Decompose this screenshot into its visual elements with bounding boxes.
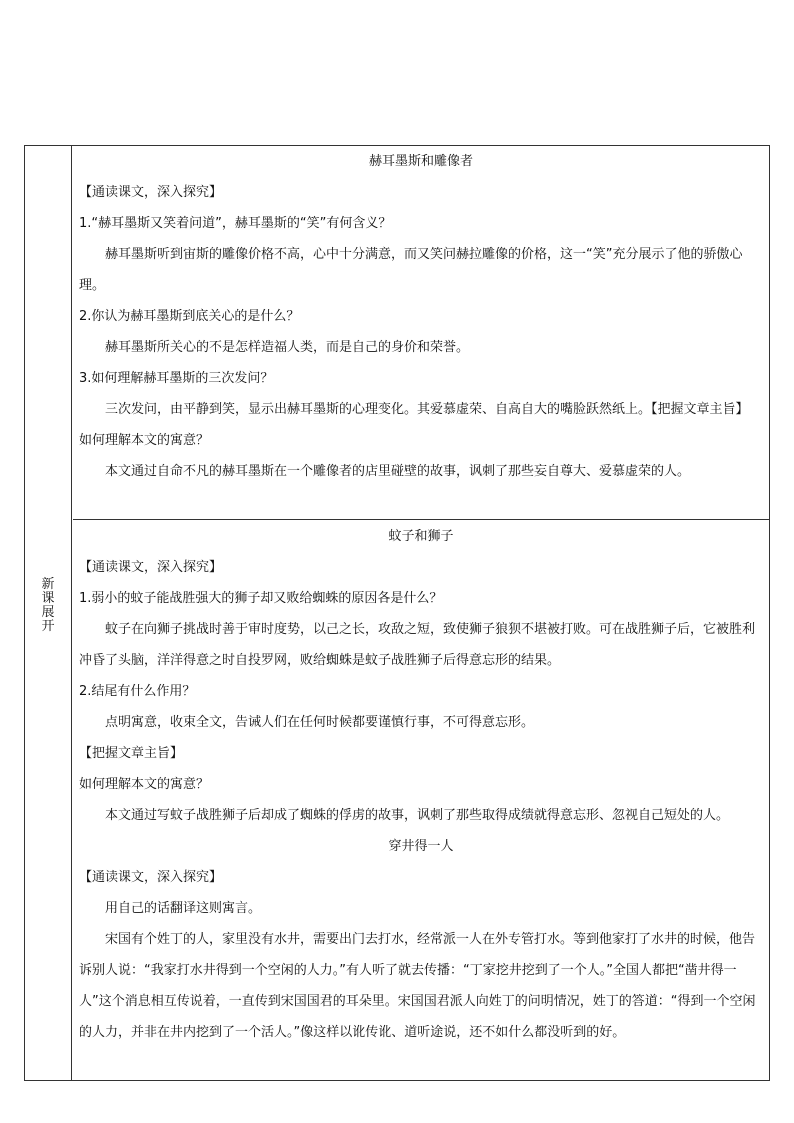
- question: 3.如何理解赫耳墨斯的三次发问？: [79, 371, 274, 386]
- answer: 赫耳墨斯听到宙斯的雕像价格不高，心中十分满意，而又笑问赫拉雕像的价格，这一“笑”充分展示了他的骄傲心理。: [79, 247, 743, 293]
- section-heading: 【通读课文，深入探究】: [79, 870, 223, 885]
- side-column: [25, 146, 72, 1080]
- question: 如何理解本文的寓意？: [79, 433, 210, 448]
- section-hermes: [73, 146, 769, 520]
- section-mosquito-and-well: [73, 521, 769, 1080]
- section-title: 蚊子和狮子: [388, 529, 454, 544]
- section-title: 赫耳墨斯和雕像者: [368, 154, 473, 169]
- question: 1.“赫耳墨斯又笑着问道”，赫耳墨斯的“笑”有何含义？: [79, 216, 392, 231]
- answer: 三次发问，由平静到笑，显示出赫耳墨斯的心理变化。其爱慕虚荣、自高自大的嘴脸跃然纸上。【把握文章主旨】: [105, 402, 749, 417]
- question: 2.结尾有什么作用？: [79, 684, 196, 699]
- section-heading: 【把握文章主旨】: [79, 746, 184, 761]
- answer: 点明寓意，收束全文，告诫人们在任何时候都要谨慎行事，不可得意忘形。: [105, 715, 535, 730]
- answer: 赫耳墨斯所关心的不是怎样造福人类，而是自己的身价和荣誉。: [105, 340, 470, 355]
- side-label: 新课展开: [41, 577, 55, 634]
- section-heading: 【通读课文，深入探究】: [79, 560, 223, 575]
- section-title: 穿井得一人: [388, 839, 454, 854]
- paragraph: 用自己的话翻译这则寓言。: [105, 901, 262, 916]
- answer: 蚊子在向狮子挑战时善于审时度势，以己之长，攻敌之短，致使狮子狼狈不堪被打败。可在战胜狮子后，它被胜利冲昏了头脑，洋洋得意之时自投罗网，败给蜘蛛是蚊子战胜狮子后得意忘形的结果。: [79, 622, 756, 668]
- paragraph: 宋国有个姓丁的人，家里没有水井，需要出门去打水，经常派一人在外专管打水。等到他家打了水井的时候，他告诉别人说：“我家打水井得到一个空闲的人力。”有人听了就去传播：“丁家挖井挖到了一个人。”全国人都把“凿井得一人”这个消息相互传说着，一直传到宋国国君的耳朵里。宋国国君派人向姓丁的问明情况，姓丁的答道：“得到一个空闲的人力，并非在井内挖到了一个活人。”像这样以讹传讹、道听途说，还不如什么都没听到的好。: [79, 932, 756, 1040]
- section-heading: 【通读课文，深入探究】: [79, 185, 223, 200]
- question: 如何理解本文的寓意？: [79, 777, 210, 792]
- question: 1.弱小的蚊子能战胜强大的狮子却又败给蜘蛛的原因各是什么？: [79, 591, 443, 606]
- answer: 本文通过自命不凡的赫耳墨斯在一个雕像者的店里碰壁的故事，讽刺了那些妄自尊大、爱慕虚荣的人。: [105, 464, 691, 479]
- lesson-table: [24, 145, 770, 1081]
- answer: 本文通过写蚊子战胜狮子后却成了蜘蛛的俘虏的故事，讽刺了那些取得成绩就得意忘形、忽视自己短处的人。: [105, 808, 730, 823]
- question: 2.你认为赫耳墨斯到底关心的是什么？: [79, 309, 300, 324]
